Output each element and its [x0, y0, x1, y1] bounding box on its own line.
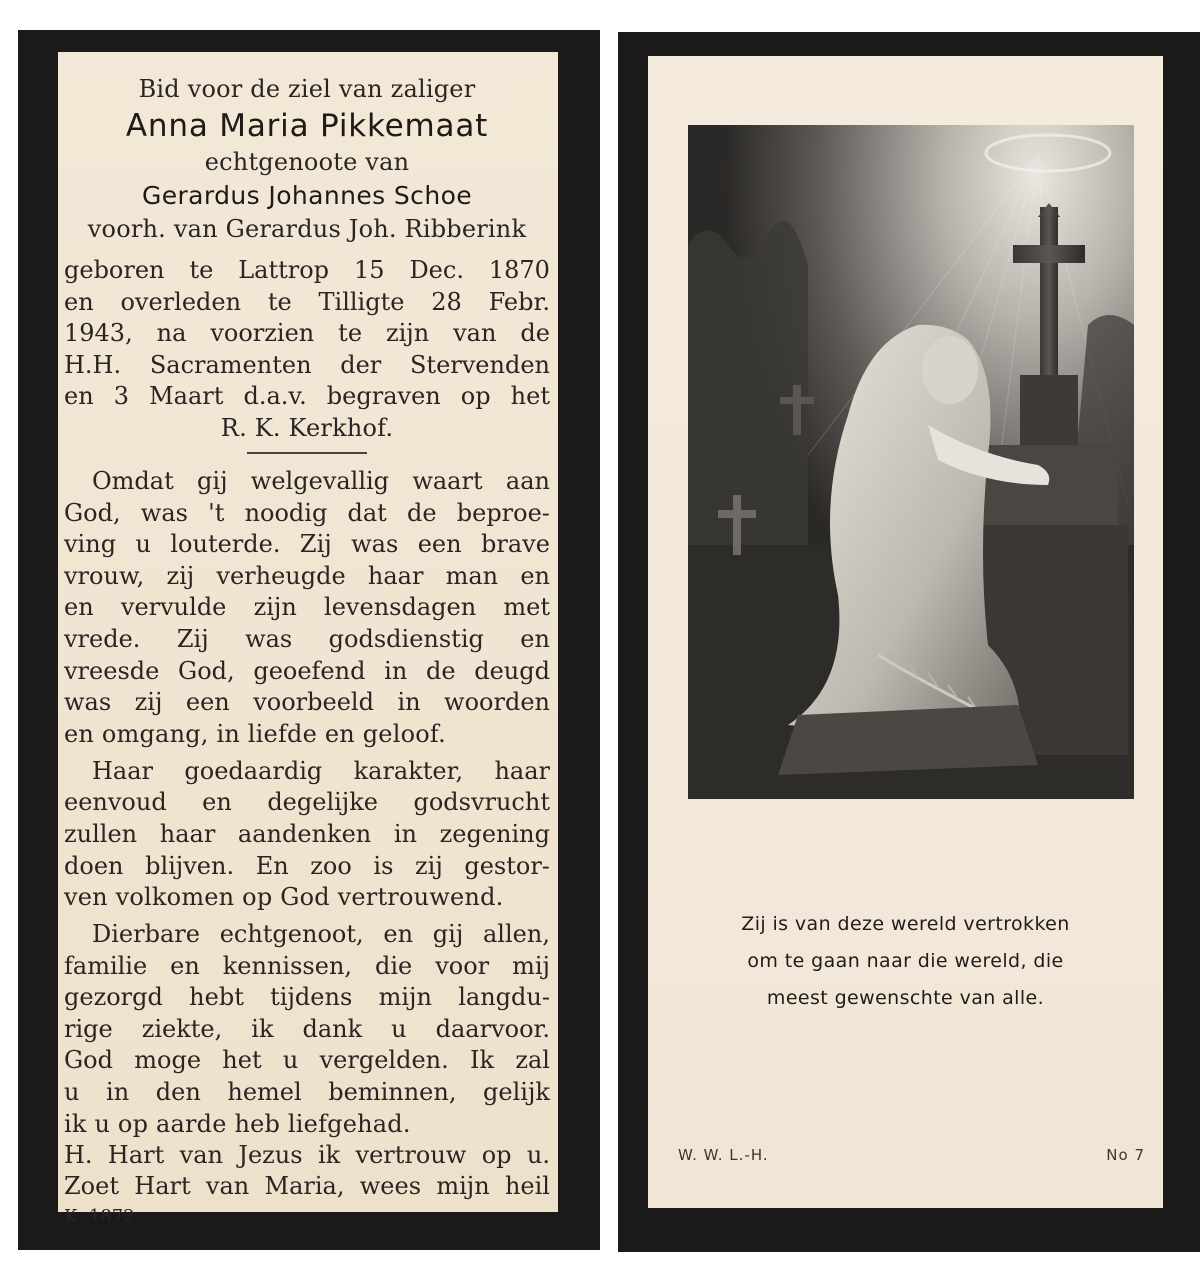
- word: H.H.: [64, 350, 122, 379]
- word: godsvrucht: [413, 788, 550, 817]
- word: in: [384, 656, 408, 685]
- word: gij: [197, 466, 228, 495]
- word: na: [156, 319, 187, 348]
- text-line: [64, 466, 550, 498]
- word: en: [170, 951, 200, 980]
- image-paper: [648, 56, 1163, 1208]
- word: louterde.: [170, 530, 281, 559]
- text-line: [64, 1014, 550, 1046]
- closing-prayers: [64, 1140, 550, 1203]
- word: mij: [512, 951, 550, 980]
- word: Haar: [92, 756, 154, 785]
- text-line: [64, 1171, 550, 1203]
- text-line: [64, 592, 550, 624]
- word: gezorgd: [64, 983, 163, 1012]
- word: tijdens: [270, 983, 353, 1012]
- word: zij: [415, 851, 443, 880]
- previous-husband: voorh. van Gerardus Joh. Ribberink: [87, 215, 527, 243]
- word: een: [185, 688, 230, 717]
- word: familie: [64, 951, 148, 980]
- word: u: [64, 1078, 80, 1107]
- word: Ik: [470, 1046, 495, 1075]
- word: den: [155, 1078, 201, 1107]
- word: aan: [505, 466, 550, 495]
- word: kennissen,: [222, 951, 353, 980]
- word: Hart: [107, 1140, 165, 1169]
- word: zijn: [385, 319, 430, 348]
- word: was: [140, 498, 188, 527]
- word: met: [503, 593, 550, 622]
- word: welgevallig: [250, 466, 390, 495]
- text-line: [64, 687, 550, 719]
- word: Jezus: [238, 1140, 303, 1169]
- word: mijn: [436, 1172, 490, 1201]
- word: was: [351, 530, 399, 559]
- word: vertrouw: [355, 1140, 467, 1169]
- text-line: [64, 561, 550, 593]
- text-line: [64, 787, 550, 819]
- word: de: [425, 656, 456, 685]
- word: in: [397, 688, 421, 717]
- word: God,: [64, 498, 121, 527]
- memorial-card-image-side: [618, 32, 1200, 1252]
- word: Hart: [134, 1172, 191, 1201]
- word: Omdat: [92, 466, 174, 495]
- word: verheugde: [216, 561, 346, 590]
- word: gelijk: [483, 1078, 550, 1107]
- word: haar: [367, 561, 424, 590]
- word: zij: [166, 561, 195, 590]
- word: en: [383, 920, 414, 949]
- word: der: [340, 350, 382, 379]
- text-line: [64, 318, 550, 350]
- spouse-intro: echtgenoote van: [204, 148, 410, 176]
- text-line: [64, 529, 550, 561]
- word: Sacramenten: [149, 350, 312, 379]
- word: En: [255, 851, 289, 880]
- text-line: [64, 756, 550, 788]
- word: woorden: [444, 688, 550, 717]
- word: zullen: [64, 819, 138, 848]
- word: en: [520, 561, 550, 590]
- word: 1943,: [64, 319, 133, 348]
- word: Maart: [149, 382, 224, 411]
- word: en: [64, 287, 94, 316]
- text-line: ven volkomen op God vertrouwend.: [64, 883, 504, 912]
- word: en: [202, 788, 232, 817]
- word: God,: [178, 656, 235, 685]
- word: 15: [353, 256, 385, 284]
- word: zij: [134, 688, 163, 717]
- word: karakter,: [353, 756, 464, 785]
- word: Dec.: [409, 256, 464, 284]
- word: de: [407, 498, 437, 527]
- word: daarvoor.: [435, 1014, 550, 1043]
- divider-line: [247, 452, 367, 454]
- word: zoo: [310, 851, 352, 880]
- word: beminnen,: [328, 1078, 457, 1107]
- word: Zij: [299, 530, 332, 559]
- word: die: [374, 951, 413, 980]
- word: u: [282, 1046, 299, 1075]
- text-line: [64, 1077, 550, 1109]
- grave-slab: [778, 705, 1038, 775]
- text-line: [64, 851, 550, 883]
- word: ik: [317, 1140, 341, 1169]
- word: blijven.: [145, 851, 235, 880]
- birth-death-block: [64, 255, 550, 413]
- word: en: [64, 593, 94, 622]
- husband-name: Gerardus Johannes Schoe: [141, 181, 473, 210]
- word: te: [189, 256, 214, 284]
- word: te: [267, 287, 292, 316]
- deceased-name: Anna Maria Pikkemaat: [125, 108, 489, 144]
- text-line: [64, 982, 550, 1014]
- text-line: [64, 951, 550, 983]
- word: in: [106, 1078, 130, 1107]
- word: 28: [431, 287, 462, 316]
- text-line: [64, 624, 550, 656]
- word: goedaardig: [184, 756, 323, 785]
- word: vervulde: [120, 593, 227, 622]
- word: moge: [134, 1046, 202, 1075]
- word: Zoet: [64, 1172, 119, 1201]
- paragraph-faith: [64, 466, 550, 750]
- word: haar: [494, 756, 550, 785]
- word: waart: [412, 466, 483, 495]
- word: begraven: [326, 382, 441, 411]
- word: van: [453, 319, 497, 348]
- text-line: ik u op aarde heb liefgehad.: [64, 1109, 411, 1138]
- word: Maria,: [264, 1172, 345, 1201]
- text-line: [64, 1045, 550, 1077]
- word: Dierbare: [92, 920, 200, 949]
- word: man: [445, 561, 499, 590]
- word: degelijke: [267, 788, 378, 817]
- word: u: [391, 1014, 407, 1043]
- word: mijn: [378, 983, 432, 1012]
- word: de: [520, 319, 550, 348]
- text-line: [64, 350, 550, 382]
- word: godsdienstig: [328, 624, 484, 653]
- word: van: [205, 1172, 250, 1201]
- word: zegening: [439, 819, 550, 848]
- word: geoefend: [253, 656, 366, 685]
- word: eenvoud: [64, 788, 167, 817]
- word: zijn: [253, 593, 297, 622]
- word: was: [64, 688, 112, 717]
- word: u: [135, 530, 151, 559]
- word: Stervenden: [409, 350, 550, 379]
- word: ving: [64, 530, 117, 559]
- memorial-text: [64, 74, 550, 1221]
- word: heil: [504, 1172, 550, 1201]
- printer-mark: W. W. L.-H.: [678, 1146, 769, 1164]
- word: voor: [435, 951, 490, 980]
- word: H.: [64, 1140, 93, 1169]
- word: ik: [251, 1014, 274, 1043]
- word: levensdagen: [324, 593, 477, 622]
- text-line: [64, 919, 550, 951]
- word: te: [338, 319, 363, 348]
- word: noodig: [244, 498, 328, 527]
- prayer-intro: Bid voor de ziel van zaliger: [138, 75, 476, 103]
- word: zal: [515, 1046, 550, 1075]
- text-paper: [58, 52, 558, 1221]
- word: langdu-: [458, 983, 550, 1012]
- text-line: [64, 819, 550, 851]
- word: voorzien: [210, 319, 315, 348]
- paragraph-character: [64, 756, 550, 913]
- word: Lattrop: [238, 256, 330, 284]
- text-line: [64, 255, 550, 287]
- card-number: No 7: [1106, 1146, 1145, 1164]
- memorial-quote: [648, 906, 1163, 1017]
- word: een: [417, 530, 462, 559]
- word: overleden: [120, 287, 242, 316]
- word: vergelden.: [319, 1046, 449, 1075]
- word: gij: [432, 920, 464, 949]
- word: hemel: [227, 1078, 302, 1107]
- quote-line-1: Zij is van deze wereld vertrokken: [741, 913, 1070, 935]
- word: hebt: [189, 983, 244, 1012]
- text-line: [64, 287, 550, 319]
- word: 3: [113, 382, 130, 411]
- woman-head: [922, 336, 978, 404]
- word: God: [64, 1046, 113, 1075]
- word: is: [373, 851, 394, 880]
- word: u.: [526, 1140, 550, 1169]
- word: en: [64, 382, 94, 411]
- grave-scene-drawing: [688, 125, 1134, 799]
- word: wees: [359, 1172, 422, 1201]
- word: op: [481, 1140, 512, 1169]
- word: haar: [159, 819, 216, 848]
- text-line: [64, 1140, 550, 1172]
- word: vreesde: [64, 656, 160, 685]
- word: het: [222, 1046, 262, 1075]
- word: geboren: [64, 256, 165, 284]
- word: Febr.: [488, 287, 550, 316]
- word: ziekte,: [141, 1014, 223, 1043]
- text-line: [64, 381, 550, 413]
- word: en: [520, 624, 550, 653]
- quote-line-3: meest gewenschte van alle.: [766, 987, 1045, 1009]
- word: beproe-: [456, 498, 550, 527]
- word: voorbeeld: [253, 688, 374, 717]
- word: 't: [208, 498, 225, 527]
- burial-place: R. K. Kerkhof.: [220, 413, 394, 442]
- word: was: [245, 624, 293, 653]
- paragraph-thanks: [64, 919, 550, 1140]
- word: brave: [481, 530, 550, 559]
- text-line: [64, 498, 550, 530]
- word: rige: [64, 1014, 113, 1043]
- word: gestor-: [464, 851, 550, 880]
- text-line: en omgang, in liefde en geloof.: [64, 719, 446, 748]
- word: deugd: [474, 656, 550, 685]
- background-trees: [688, 220, 808, 545]
- quote-line-2: om te gaan naar die wereld, die: [747, 950, 1064, 972]
- word: Tilligte: [318, 287, 405, 316]
- word: d.a.v.: [243, 382, 307, 411]
- word: 1870: [488, 256, 550, 284]
- memorial-card-text-side: [18, 30, 600, 1250]
- print-code: K. 1872: [64, 1206, 135, 1221]
- word: vrouw,: [64, 561, 145, 590]
- word: op: [460, 382, 491, 411]
- word: het: [510, 382, 550, 411]
- cross-pedestal: [1020, 375, 1078, 455]
- text-line: [64, 656, 550, 688]
- word: vrede.: [64, 624, 141, 653]
- word: doen: [64, 851, 124, 880]
- word: van: [179, 1140, 223, 1169]
- word: Zij: [176, 624, 209, 653]
- mourning-woman-illustration: [688, 125, 1134, 799]
- word: aandenken: [237, 819, 372, 848]
- word: in: [393, 819, 417, 848]
- word: allen,: [483, 920, 550, 949]
- word: echtgenoot,: [219, 920, 364, 949]
- word: dank: [302, 1014, 363, 1043]
- word: dat: [347, 498, 387, 527]
